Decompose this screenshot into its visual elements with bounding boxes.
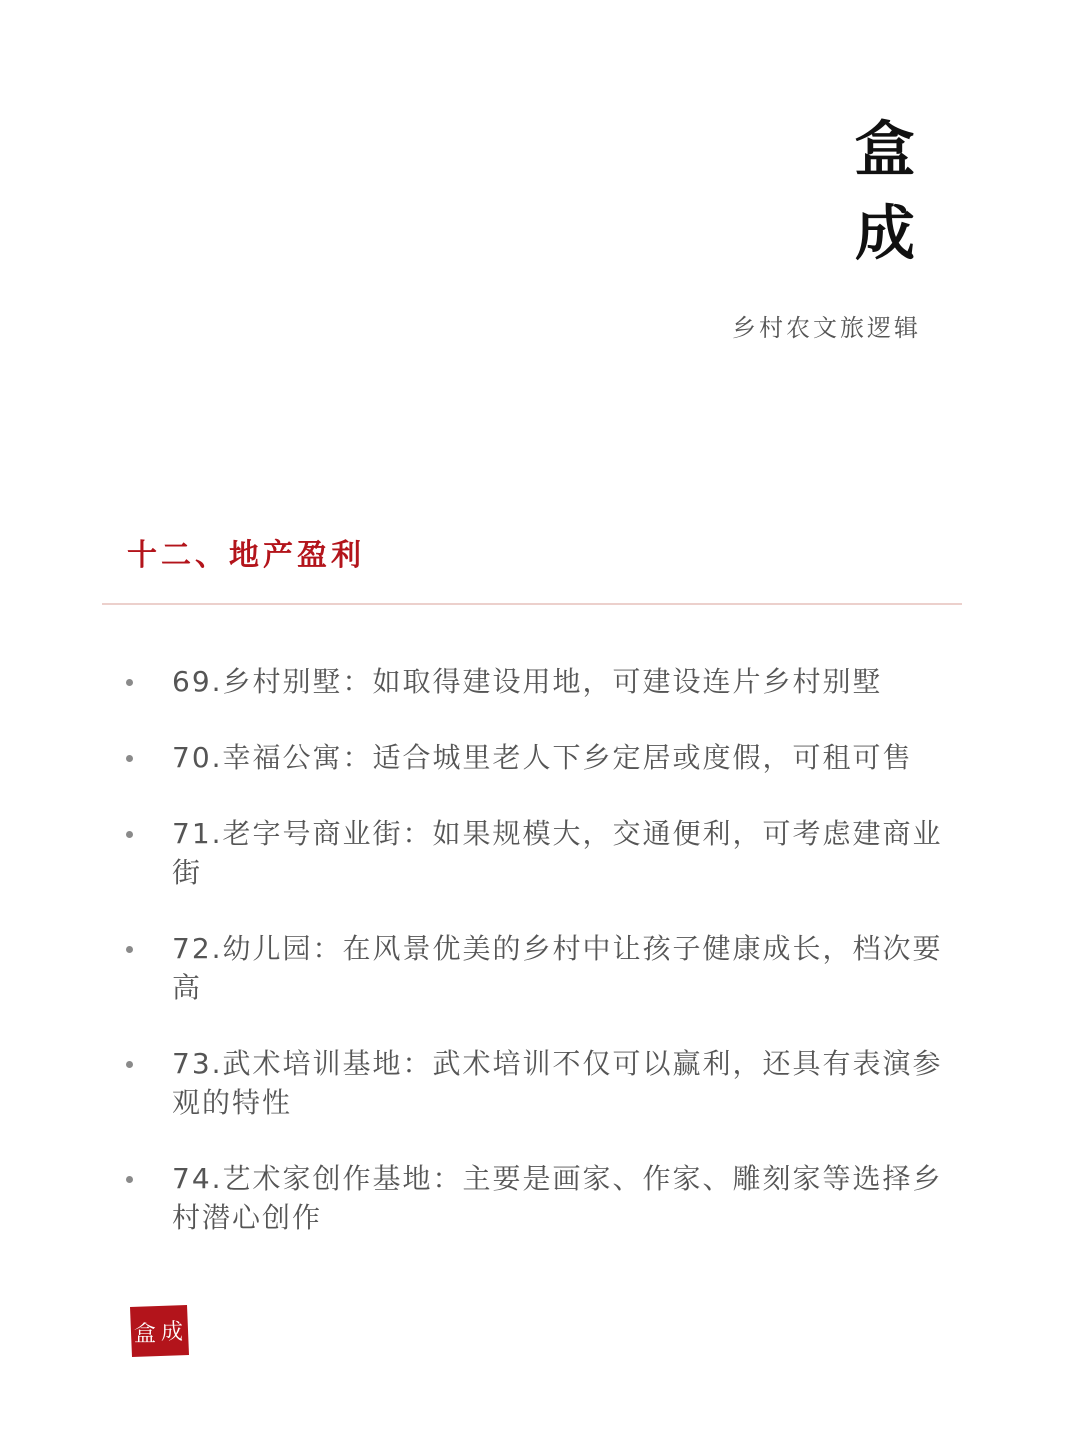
list-item — [0, 814, 952, 892]
list-item — [0, 929, 952, 1007]
brand-title — [840, 108, 930, 276]
list-item-text: 72.幼儿园：在风景优美的乡村中让孩子健康成长，档次要高 — [172, 932, 943, 1004]
page-subtitle: 乡村农文旅逻辑 — [732, 314, 921, 342]
bullet-icon — [126, 1176, 133, 1183]
brand-char-1: 盒 — [855, 115, 915, 185]
list-item — [0, 1044, 952, 1122]
list-item-text: 74.艺术家创作基地：主要是画家、作家、雕刻家等选择乡村潜心创作 — [172, 1162, 943, 1234]
seal-stamp-icon — [127, 1303, 191, 1359]
list-item-text: 71.老字号商业街：如果规模大，交通便利，可考虑建商业街 — [172, 817, 943, 889]
list-item-text: 70.幸福公寓：适合城里老人下乡定居或度假，可租可售 — [172, 741, 913, 774]
bullet-icon — [126, 1061, 133, 1068]
bullet-icon — [126, 755, 133, 762]
section-divider — [102, 603, 962, 605]
brand-char-2: 成 — [855, 199, 915, 269]
seal-char-2: 成 — [160, 1320, 184, 1345]
item-list — [0, 662, 1080, 1274]
list-item — [0, 662, 952, 701]
bullet-icon — [126, 946, 133, 953]
bullet-icon — [126, 679, 133, 686]
seal-char-1: 盒 — [133, 1322, 157, 1347]
list-item — [0, 1159, 952, 1237]
section-heading: 十二、地产盈利 — [127, 538, 365, 573]
list-item — [0, 738, 952, 777]
bullet-icon — [126, 831, 133, 838]
list-item-text: 73.武术培训基地：武术培训不仅可以赢利，还具有表演参观的特性 — [172, 1047, 943, 1119]
list-item-text: 69.乡村别墅：如取得建设用地，可建设连片乡村别墅 — [172, 665, 883, 698]
